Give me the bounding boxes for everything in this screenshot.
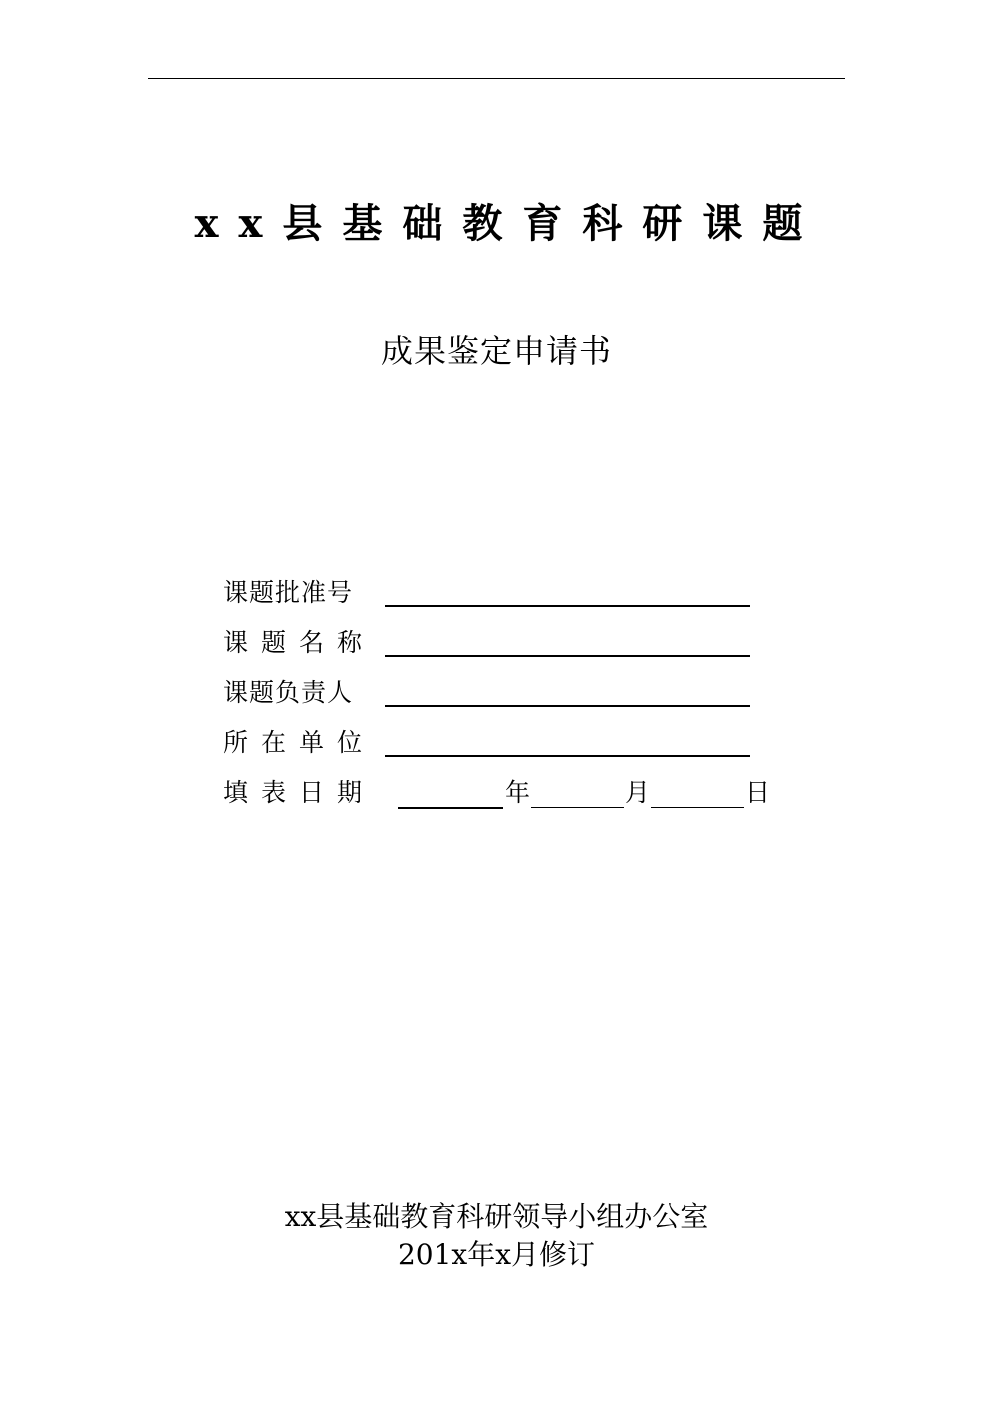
year-unit: 年	[505, 778, 531, 807]
date-year-field[interactable]	[398, 807, 503, 809]
document-subtitle: 成果鉴定申请书	[380, 332, 612, 370]
date-month-field[interactable]	[531, 807, 624, 808]
organization-field[interactable]	[385, 755, 750, 757]
fill-date-label: 填表日期	[223, 778, 376, 807]
project-leader-field[interactable]	[385, 705, 750, 707]
month-unit: 月	[625, 778, 651, 807]
document-title: xx县基础教育科研课题	[194, 200, 823, 247]
header-rule	[148, 78, 845, 79]
footer	[0, 1198, 993, 1274]
project-name-label: 课题名称	[223, 628, 376, 657]
project-name-field[interactable]	[385, 655, 750, 657]
day-unit: 日	[745, 778, 771, 807]
project-leader-label: 课题负责人	[223, 678, 354, 707]
organization-label: 所在单位	[223, 728, 376, 757]
approval-number-label: 课题批准号	[223, 578, 354, 607]
approval-number-field[interactable]	[385, 605, 750, 607]
issuing-office: xx县基础教育科研领导小组办公室	[284, 1200, 709, 1233]
revision-note: 201x年x月修订	[397, 1238, 596, 1271]
date-day-field[interactable]	[651, 807, 744, 808]
